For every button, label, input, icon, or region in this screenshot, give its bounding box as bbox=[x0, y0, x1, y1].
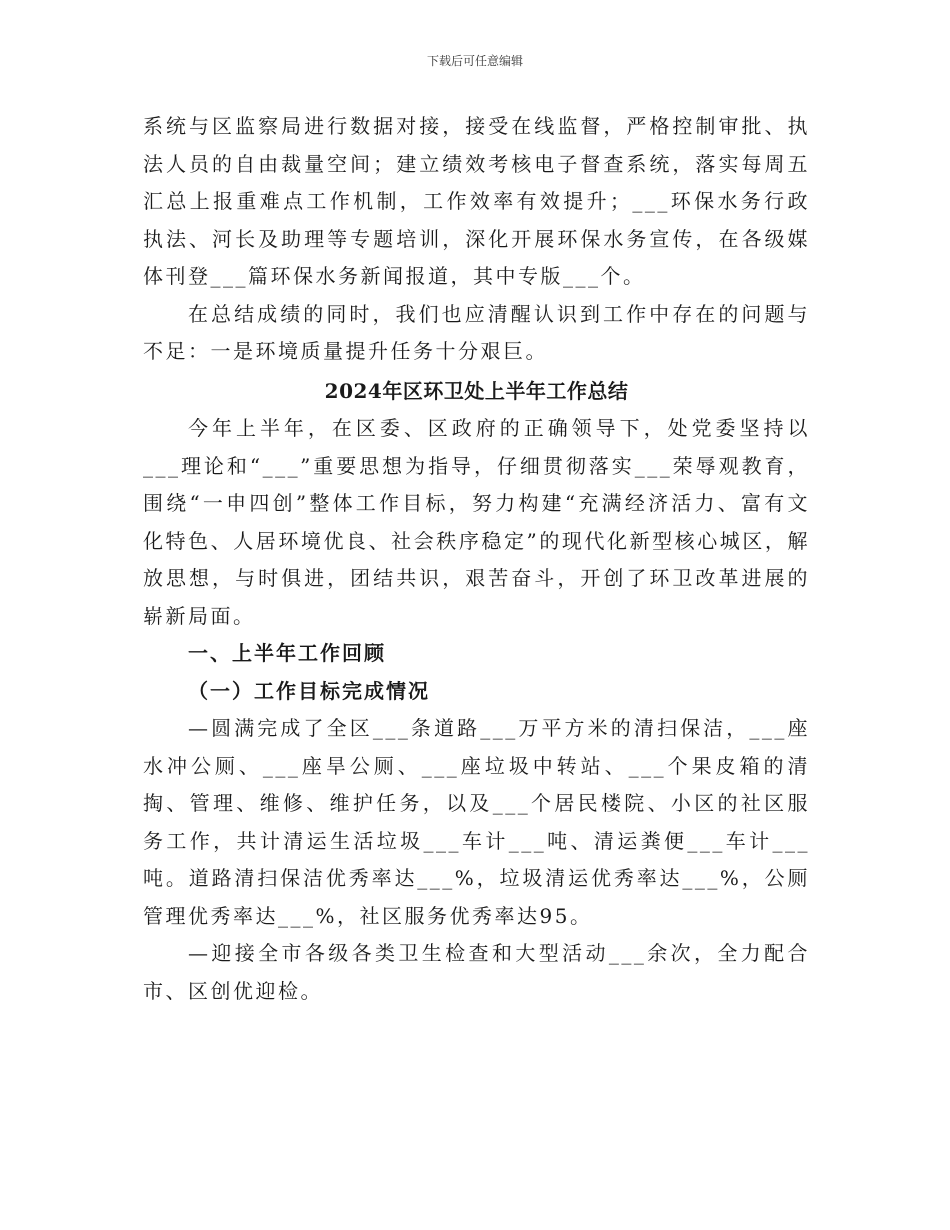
paragraph-targets: —圆满完成了全区___条道路___万平方米的清扫保洁，___座水冲公厕、___座旱公厕、___座垃圾中转站、___个果皮箱的清掏、管理、维修、维护任务，以及___个居民楼院、小区的社区服务工作，共计清运生活垃圾___车计___吨、清运粪便___车计___吨。道路清扫保洁优秀率达___%，垃圾清运优秀率达___%，公厕管理优秀率达___%，社区服务优秀率达95。 bbox=[143, 716, 810, 928]
page-header: 下载后可任意编辑 bbox=[426, 54, 523, 68]
paragraph-problems: 在总结成绩的同时，我们也应清醒认识到工作中存在的问题与不足：一是环境质量提升任务十分艰巨。 bbox=[143, 301, 810, 363]
document-title: 2024年区环卫处上半年工作总结 bbox=[324, 378, 629, 403]
paragraph-intro: 今年上半年，在区委、区政府的正确领导下，处党委坚持以___理论和“___”重要思想为指导，仔细贯彻落实___荣辱观教育，围绕“一申四创”整体工作目标，努力构建“充满经济活力、富有文化特色、人居环境优良、社会秩序稳定”的现代化新型核心城区，解放思想，与时俱进，团结共识，艰苦奋斗，开创了环卫改革进展的崭新局面。 bbox=[143, 416, 810, 628]
paragraph-continued: 系统与区监察局进行数据对接，接受在线监督，严格控制审批、执法人员的自由裁量空间；建立绩效考核电子督查系统，落实每周五汇总上报重难点工作机制，工作效率有效提升；___环保水务行政执法、河长及助理等专题培训，深化开展环保水务宣传，在各级媒体刊登___篇环保水务新闻报道，其中专版___个。 bbox=[143, 114, 810, 288]
document-body bbox=[143, 108, 810, 1010]
paragraph-inspections: —迎接全市各级各类卫生检查和大型活动___余次，全力配合市、区创优迎检。 bbox=[143, 941, 810, 1003]
subsection-heading: （一）工作目标完成情况 bbox=[188, 678, 430, 703]
section-heading: 一、上半年工作回顾 bbox=[188, 641, 386, 665]
